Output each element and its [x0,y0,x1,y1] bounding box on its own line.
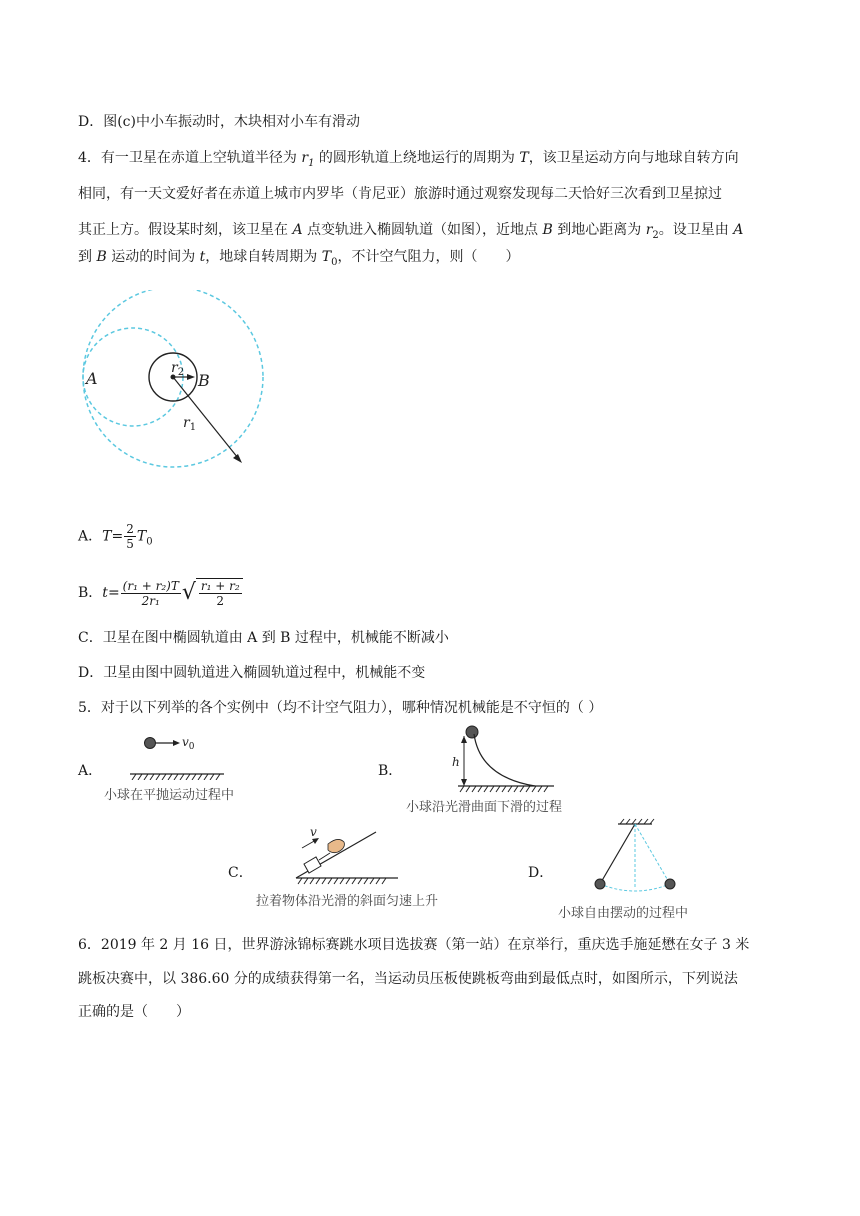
q5-option-d-label: D． [528,865,554,881]
q4-stem-line-3: 其正上方。假设某时刻，该卫星在 A 点变轨进入椭圆轨道（如图），近地点 B 到地心距离为 $r_2$。设卫星由 A [78,222,744,241]
q5-option-a-caption: 小球在平抛运动过程中 [104,788,235,803]
q6-stem-line-1: 6．2019 年 2 月 16 日，世界游泳锦标赛跳水项目选拔赛（第一站）在京举行，重庆选手施延懋在女子 3 米 [78,937,750,953]
q5-option-b-caption: 小球沿光滑曲面下滑的过程 [406,800,563,815]
q5-option-c-figure [292,826,402,888]
q4-option-a: A．T= $\frac{2}{5}$ $T_0$ [78,522,153,551]
q4-option-b: B．t= $\frac{\text{(r₁ + r₂)T}}{\text{2r₁}}$ √ $\frac{\text{r₁ + r₂}}{2}$ [78,578,243,608]
q5-option-b-label: B． [378,763,403,779]
label-b: B [198,371,210,390]
q5-option-d-figure [586,818,686,896]
q5-option-a-figure [128,732,228,780]
q4-stem-line-2: 相同，有一天文爱好者在赤道上城市内罗毕（肯尼亚）旅游时通过观察发现每二天恰好三次看到卫星掠过 [78,186,722,202]
label-r2: $r_2$ [171,360,185,378]
svg-text:v: v [310,826,317,839]
q4-orbit-figure [78,290,268,485]
q5-option-a-label: A． [78,763,103,779]
q5-stem: 5．对于以下列举的各个实例中（均不计空气阻力），哪种情况机械能是不守恒的（ ） [78,700,603,716]
q6-stem-line-3: 正确的是（ ） [78,1004,190,1020]
q3-option-d: D．图(c)中小车振动时，木块相对小车有滑动 [78,114,360,130]
q5-option-c-caption: 拉着物体沿光滑的斜面匀速上升 [256,894,439,909]
square-root: √ $\frac{\text{r₁ + r₂}}{2}$ [182,578,243,608]
fraction: $\frac{2}{5}$ [126,522,134,551]
q6-stem-line-2: 跳板决赛中，以 386.60 分的成绩获得第一名，当运动员压板使跳板弯曲到最低点时，如图所示，下列说法 [78,971,738,987]
fraction: $\frac{\text{(r₁ + r₂)T}}{\text{2r₁}}$ [122,578,179,608]
svg-text:h: h [452,755,460,769]
svg-text:v0: $v_0$ [182,735,195,752]
q5-option-d-caption: 小球自由摆动的过程中 [558,906,689,921]
q4-option-d: D．卫星由图中圆轨道进入椭圆轨道过程中，机械能不变 [78,665,426,681]
label-a: A [86,369,98,388]
q5-option-c-label: C． [228,865,253,881]
label-r1: $r_1$ [183,415,197,433]
q4-stem-line-4: 到 B 运动的时间为 t，地球自转周期为 $T_0$，不计空气阻力，则（ ） [78,249,520,268]
elliptical-orbit [83,328,183,426]
q4-option-c: C．卫星在图中椭圆轨道由 A 到 B 过程中，机械能不断减小 [78,630,449,646]
q5-option-b-figure [450,722,560,794]
q4-stem-line-1: 4．有一卫星在赤道上空轨道半径为 $r_1$ 的圆形轨道上绕地运行的周期为 T，该卫星运动方向与地球自转方向 [78,150,739,169]
